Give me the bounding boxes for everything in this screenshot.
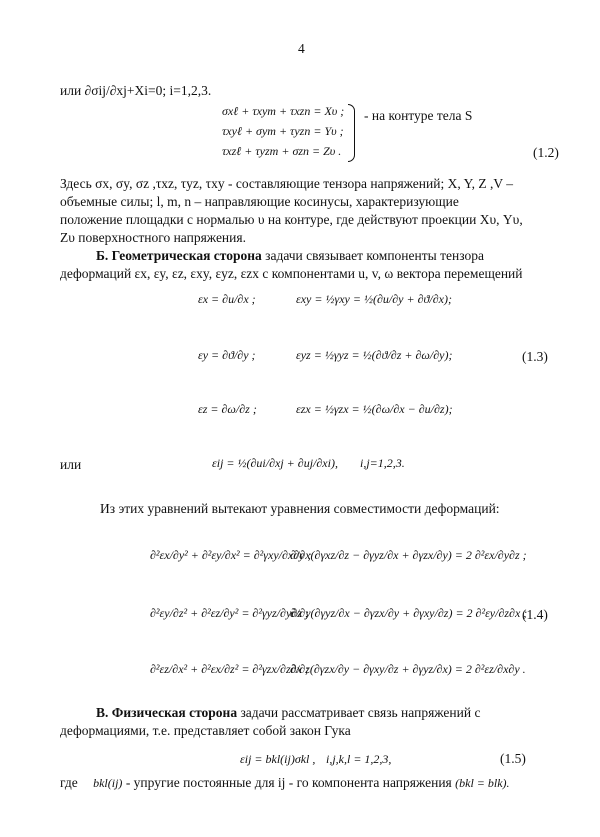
equation-number-1-5: (1.5)	[500, 751, 526, 766]
eq-1-3-row1-left: εx = ∂u/∂x ;	[198, 292, 256, 306]
para-line-4: Zυ поверхностного напряжения.	[60, 230, 246, 245]
symmetry-condition: (bkl = blk).	[455, 776, 510, 790]
eq-1-3-row1-right: εxy = ½γxy = ½(∂u/∂y + ∂ϑ/∂x);	[296, 292, 452, 306]
or-label: или	[60, 457, 82, 472]
equilibrium-equation: или ∂σij/∂xj+Xi=0; i=1,2,3.	[60, 83, 212, 98]
elastic-constant-symbol: bkl(ij)	[93, 776, 123, 790]
boundary-note: - на контуре тела S	[364, 108, 473, 123]
strain-indices: i,j=1,2,3.	[360, 456, 405, 470]
page-number: 4	[298, 41, 305, 56]
eq-1-3-row3-left: εz = ∂ω/∂z ;	[198, 402, 257, 416]
where-label: где	[60, 775, 78, 790]
eq-1-4-right-1: ∂/∂x(∂γxz/∂z − ∂γyz/∂x + ∂γzx/∂y) = 2 ∂²εx/∂y∂z ;	[290, 548, 527, 562]
eq-1-3-row2-left: εy = ∂ϑ/∂y ;	[198, 348, 256, 362]
eq-1-4-left-1: ∂²εx/∂y² + ∂²εy/∂x² = ∂²γxy/∂x∂y ;	[150, 548, 312, 562]
section-b-line-1	[96, 247, 484, 264]
eq-1-4-right-2: ∂/∂y(∂γyz/∂x − ∂γzx/∂y + ∂γxy/∂z) = 2 ∂²εy/∂z∂x ;	[290, 606, 528, 620]
boundary-eq-2: τxyℓ + σym + τyzn = Yυ ;	[222, 124, 344, 138]
section-v-line-1	[96, 704, 480, 721]
section-b-line-2: деформаций εx, εy, εz, εxy, εyz, εzx с компонентами u, v, ω вектора перемещений	[60, 266, 523, 281]
section-b-title: Б. Геометрическая сторона	[96, 248, 262, 263]
section-b-text-1: задачи связывает компоненты тензора	[261, 248, 484, 263]
para-line-1: Здесь σx, σy, σz ,τxz, τyz, τxy - составляющие тензора напряжений; X, Y, Z ,V –	[60, 176, 513, 191]
section-v-title: В. Физическая сторона	[96, 705, 238, 720]
para-line-2: объемные силы; l, m, n – направляющие косинусы, характеризующие	[60, 194, 459, 209]
equation-number-1-3: (1.3)	[522, 349, 548, 364]
strain-tensor-formula: εij = ½(∂ui/∂xj + ∂uj/∂xi),	[212, 456, 338, 470]
section-v-line-2: деформациями, т.е. представляет собой закон Гука	[60, 723, 351, 738]
curly-brace	[348, 104, 355, 162]
boundary-eq-1: σxℓ + τxym + τxzn = Xυ ;	[222, 104, 345, 118]
hooke-law-formula: εij = bkl(ij)σkl ,	[240, 752, 316, 766]
eq-1-4-left-3: ∂²εz/∂x² + ∂²εx/∂z² = ∂²γzx/∂z∂x ;	[150, 662, 309, 676]
eq-1-3-row3-right: εzx = ½γzx = ½(∂ω/∂x − ∂u/∂z);	[296, 402, 453, 416]
compatibility-intro: Из этих уравнений вытекают уравнения совместимости деформаций:	[100, 501, 500, 516]
eq-1-3-row2-right: εyz = ½γyz = ½(∂ϑ/∂z + ∂ω/∂y);	[296, 348, 453, 362]
boundary-eq-3: τxzℓ + τyzm + σzn = Zυ .	[222, 144, 342, 158]
equation-number-1-2: (1.2)	[533, 145, 559, 160]
last-line	[60, 774, 510, 792]
eq-1-4-right-3: ∂/∂z(∂γzx/∂y − ∂γxy/∂z + ∂γyz/∂x) = 2 ∂²εz/∂x∂y .	[290, 662, 526, 676]
para-line-3: положение площадки с нормалью υ на контуре, где действуют проекции Xυ, Yυ,	[60, 212, 523, 227]
elastic-constant-text: - упругие постоянные для ij - го компонента напряжения	[125, 775, 452, 790]
section-v-text-1: задачи рассматривает связь напряжений с	[237, 705, 481, 720]
equation-number-1-4: (1.4)	[522, 607, 548, 622]
eq-1-4-left-2: ∂²εy/∂z² + ∂²εz/∂y² = ∂²γyz/∂y∂z ;	[150, 606, 309, 620]
hooke-indices: i,j,k,l = 1,2,3,	[326, 752, 392, 766]
